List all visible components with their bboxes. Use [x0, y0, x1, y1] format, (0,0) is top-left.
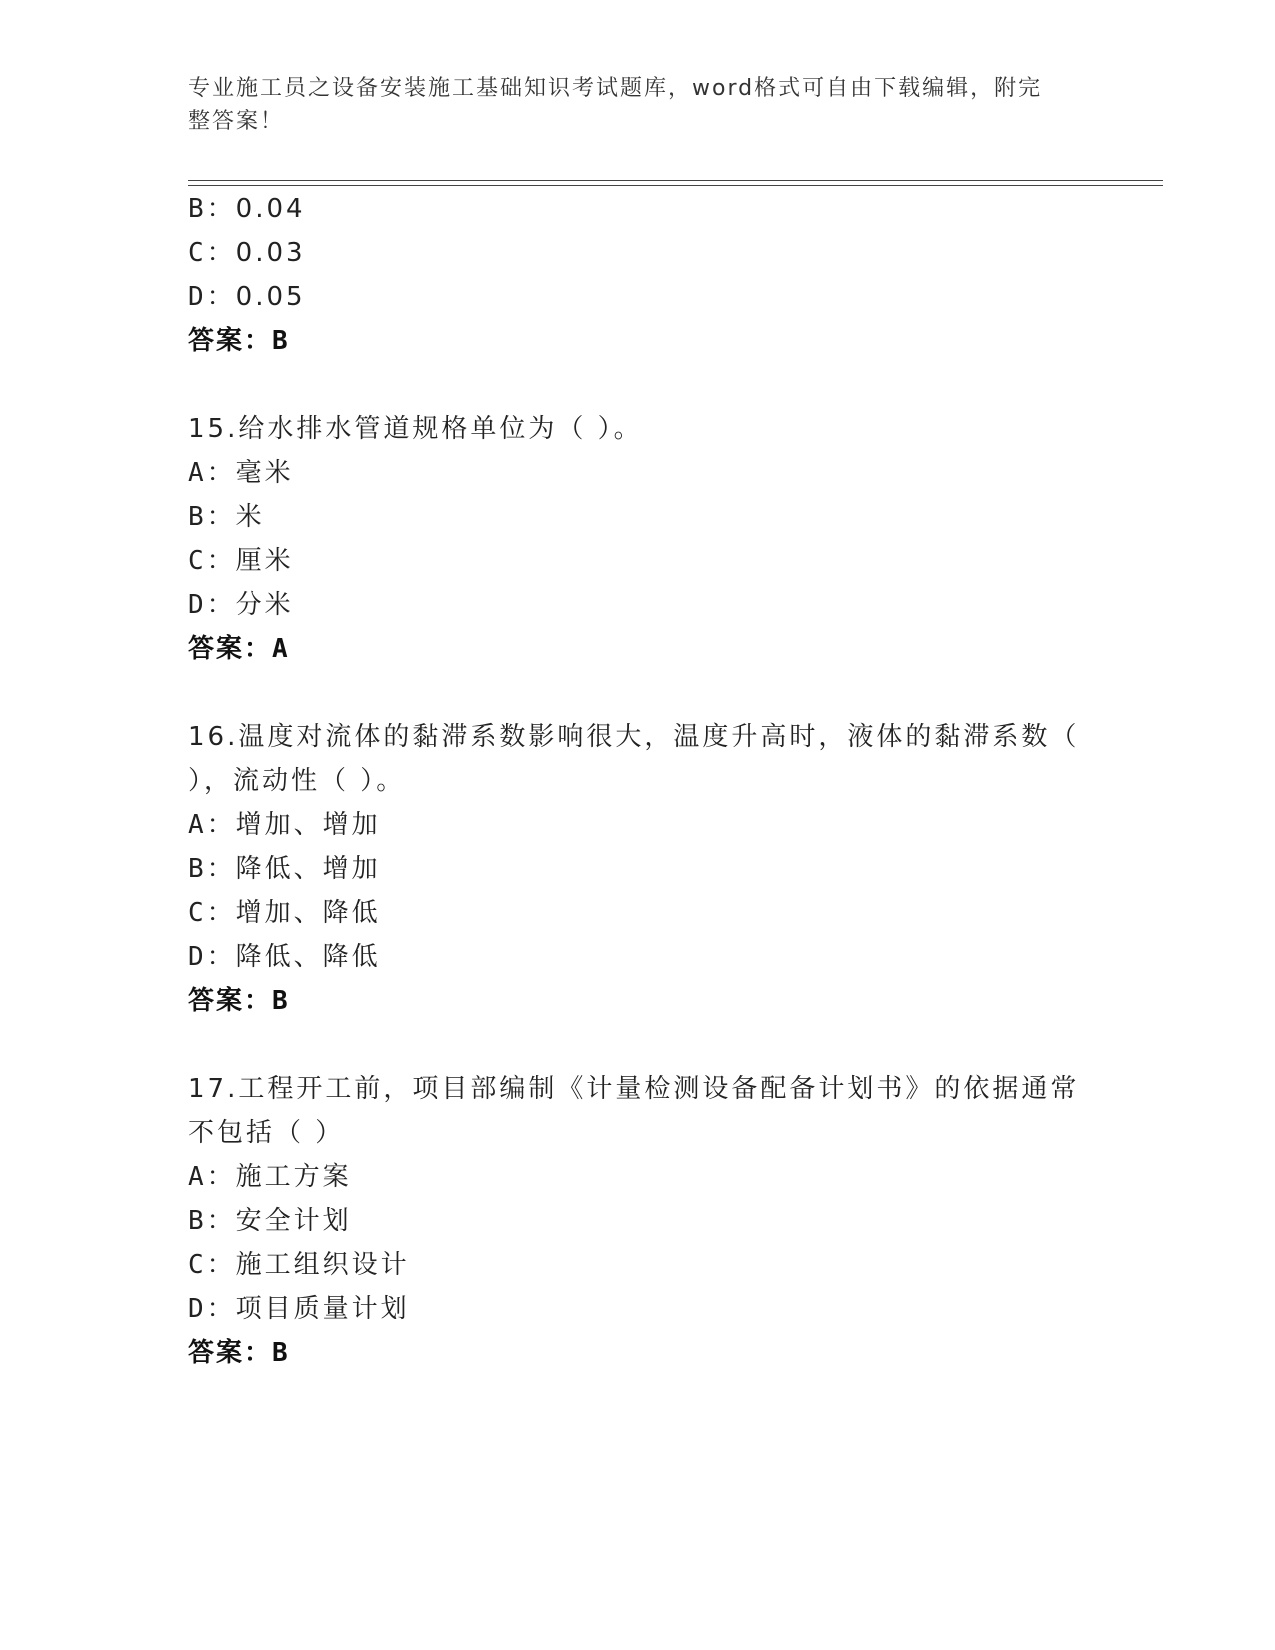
answer-label: 答案：: [188, 634, 273, 664]
option-line: [188, 809, 381, 841]
option-key: D：: [188, 942, 236, 972]
answer-line: [188, 325, 288, 357]
option-text: 降低、降低: [235, 942, 381, 972]
question-stem: 16.温度对流体的黏滞系数影响很大，温度升高时，液体的黏滞系数（: [188, 722, 1080, 752]
option-key: D：: [188, 282, 236, 312]
option-line: [188, 589, 294, 621]
option-text: 增加、增加: [235, 810, 381, 840]
option-text: 项目质量计划: [235, 1294, 410, 1324]
option-line: [188, 193, 306, 225]
option-key: A：: [188, 458, 236, 488]
option-key: A：: [188, 810, 236, 840]
question-stem-continued: 不包括（ ）: [188, 1118, 345, 1148]
option-key: D：: [188, 590, 236, 620]
option-key: C：: [188, 898, 236, 928]
header-divider-bottom: [188, 185, 1163, 186]
option-text: 安全计划: [235, 1206, 352, 1236]
answer-value: A: [272, 634, 288, 664]
option-key: B：: [188, 502, 236, 532]
option-line: [188, 1161, 352, 1193]
option-text: 降低、增加: [235, 854, 381, 884]
answer-line: [188, 633, 288, 665]
option-text: 施工方案: [235, 1162, 352, 1192]
answer-value: B: [272, 326, 288, 356]
option-text: 毫米: [235, 458, 294, 488]
option-line: [188, 1293, 410, 1325]
option-text: 0.03: [235, 238, 306, 268]
option-line: [188, 941, 381, 973]
option-text: 0.04: [235, 194, 306, 224]
option-text: 米: [235, 502, 265, 532]
option-line: [188, 1205, 352, 1237]
option-line: [188, 545, 294, 577]
question-stem-continued: ），流动性（ ）。: [188, 766, 406, 796]
option-key: B：: [188, 854, 236, 884]
option-line: [188, 853, 381, 885]
option-text: 分米: [235, 590, 294, 620]
answer-value: B: [272, 1338, 288, 1368]
option-key: C：: [188, 1250, 236, 1280]
option-text: 厘米: [235, 546, 294, 576]
answer-label: 答案：: [188, 1338, 273, 1368]
option-text: 0.05: [235, 282, 306, 312]
option-line: [188, 281, 306, 313]
option-line: [188, 237, 306, 269]
option-line: [188, 897, 381, 929]
answer-label: 答案：: [188, 326, 273, 356]
option-line: [188, 457, 294, 489]
option-key: D：: [188, 1294, 236, 1324]
document-header: [188, 72, 1088, 138]
option-line: [188, 1249, 410, 1281]
question-stem: 17.工程开工前，项目部编制《计量检测设备配备计划书》的依据通常: [188, 1074, 1080, 1104]
option-key: C：: [188, 546, 236, 576]
answer-line: [188, 985, 288, 1017]
option-text: 施工组织设计: [235, 1250, 410, 1280]
option-text: 增加、降低: [235, 898, 381, 928]
option-line: [188, 501, 265, 533]
answer-line: [188, 1337, 288, 1369]
header-divider-top: [188, 180, 1163, 181]
answer-label: 答案：: [188, 986, 273, 1016]
header-line-1: 专业施工员之设备安装施工基础知识考试题库，word格式可自由下载编辑，附完: [188, 76, 1043, 101]
option-key: A：: [188, 1162, 236, 1192]
option-key: B：: [188, 194, 236, 224]
question-stem: 15.给水排水管道规格单位为（ ）。: [188, 414, 643, 444]
option-key: C：: [188, 238, 236, 268]
header-line-2: 整答案！: [188, 109, 285, 134]
option-key: B：: [188, 1206, 236, 1236]
answer-value: B: [272, 986, 288, 1016]
